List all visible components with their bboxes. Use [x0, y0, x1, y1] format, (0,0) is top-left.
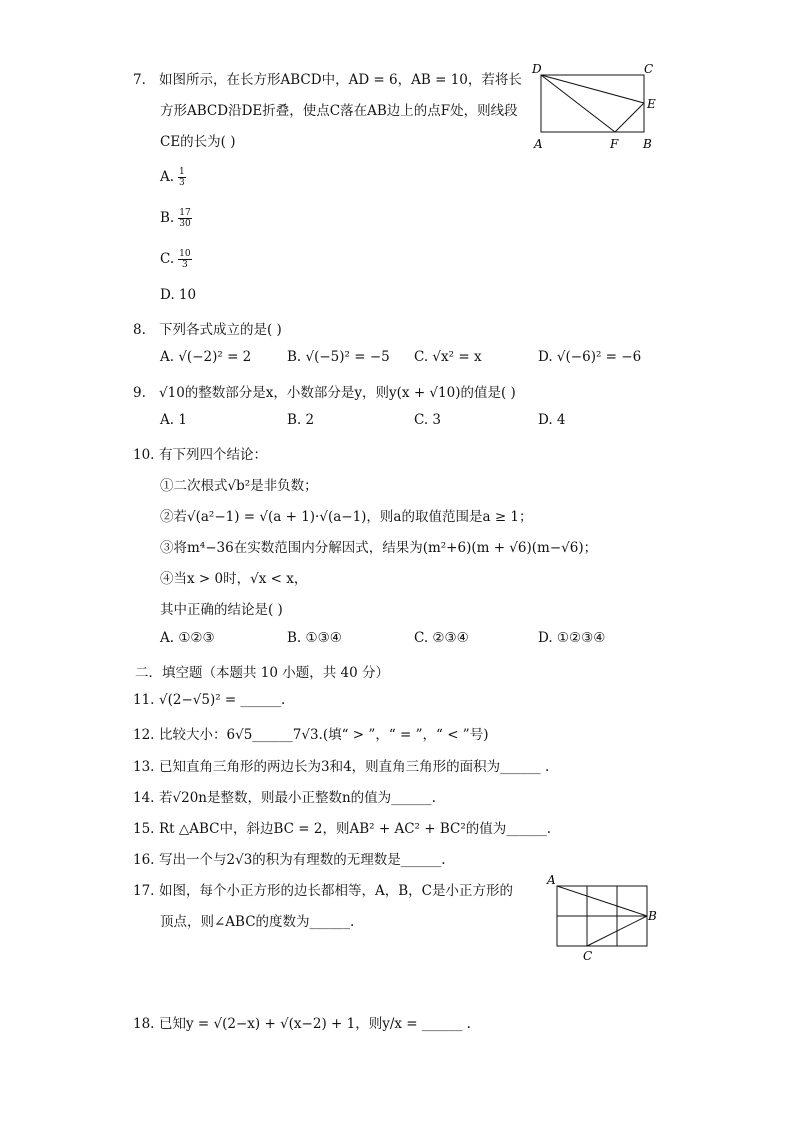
q10-prompt: 其中正确的结论是( ): [160, 602, 283, 618]
q10-option-d: D. ①②③④: [538, 630, 606, 646]
q12-line: 12. 比较大小：6√5______7√3.(填“ > ”，“ = ”，“ < ”号): [133, 727, 489, 743]
q10-line: 10. 有下列四个结论：: [133, 447, 267, 463]
label-A: A: [547, 873, 556, 887]
q7-option-b: B. $\frac{17}{30}$: [160, 208, 191, 229]
q8-line: 8. 下列各式成立的是( ): [133, 322, 282, 338]
label-C: C: [583, 949, 593, 963]
label-F: F: [610, 137, 619, 151]
label-A: A: [534, 137, 543, 151]
q14-line: 14. 若√20n是整数，则最小正整数n的值为______.: [133, 790, 436, 806]
q7-option-a: A. $\frac{1}{3}$: [160, 167, 185, 188]
q10-statement-1: ①二次根式√b²是非负数；: [160, 478, 318, 494]
q10-statement-3: ③将m⁴−36在实数范围内分解因式，结果为(m²+6)(m + √6)(m−√6)；: [160, 540, 598, 556]
q9-line: 9. √10的整数部分是x，小数部分是y，则y(x + √10)的值是( ): [133, 385, 516, 401]
q7-line2: 方形ABCD沿DE折叠，使点C落在AB边上的点F处，则线段: [160, 103, 518, 119]
q10-option-c: C. ②③④: [414, 630, 469, 646]
q7-option-d: D. 10: [160, 287, 197, 303]
q7-line1: [133, 68, 522, 88]
label-B: B: [648, 909, 657, 923]
q7-rectangle-figure: [530, 60, 665, 155]
q11-line: 11. √(2−√5)² = ______.: [133, 692, 286, 708]
q10-statement-4: ④当x > 0时，√x < x，: [160, 571, 308, 587]
q8-option-c: C. √x² = x: [414, 349, 482, 365]
q15-line: 15. Rt △ABC中，斜边BC = 2，则AB² + AC² + BC²的值为______.: [133, 821, 552, 837]
section-header: 二．填空题（本题共 10 小题，共 40 分）: [135, 665, 390, 681]
q7-line3: CE的长为( ): [160, 134, 236, 150]
question-text: 如图所示，在长方形ABCD中，AD = 6，AB = 10，若将长: [159, 72, 522, 88]
q13-line: 13. 已知直角三角形的两边长为3和4，则直角三角形的面积为______ .: [133, 759, 550, 775]
label-C: C: [644, 62, 654, 76]
q17-line1: 17. 如图，每个小正方形的边长都相等，A，B，C是小正方形的: [133, 883, 513, 899]
label-D: D: [532, 62, 542, 76]
q10-option-b: B. ①③④: [287, 630, 342, 646]
q18-line: 18. 已知y = √(2−x) + √(x−2) + 1，则y/x = ______ .: [133, 1016, 471, 1032]
q7-option-c: C. $\frac{10}{3}$: [160, 249, 191, 270]
label-B: B: [643, 137, 652, 151]
q16-line: 16. 写出一个与2√3的积为有理数的无理数是______.: [133, 852, 446, 868]
question-number: 7.: [133, 72, 146, 88]
q9-option-c: C. 3: [414, 412, 442, 428]
q10-option-a: A. ①②③: [160, 630, 215, 646]
q9-option-b: B. 2: [287, 412, 315, 428]
q17-line2: 顶点，则∠ABC的度数为______.: [160, 914, 355, 930]
q9-option-d: D. 4: [538, 412, 566, 428]
q17-grid-figure: [545, 872, 665, 964]
label-E: E: [647, 97, 656, 111]
q8-option-a: A. √(−2)² = 2: [160, 349, 252, 365]
q8-option-b: B. √(−5)² = −5: [287, 349, 390, 365]
q8-option-d: D. √(−6)² = −6: [538, 349, 642, 365]
q10-statement-2: ②若√(a²−1) = √(a + 1)·√(a−1)，则a的取值范围是a ≥ 1；: [160, 509, 533, 525]
q9-option-a: A. 1: [160, 412, 187, 428]
